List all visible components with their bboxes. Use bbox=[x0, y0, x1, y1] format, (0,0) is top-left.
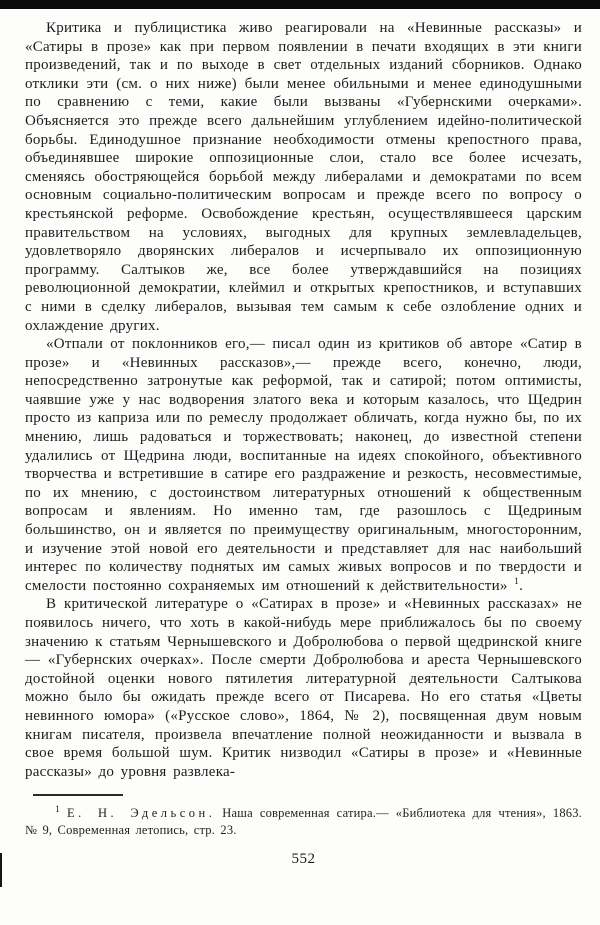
footnote-ref-marker: 1 bbox=[514, 576, 520, 587]
author-name-spaced: Е. Н. Эдельсон. bbox=[66, 806, 216, 821]
paragraph: В критической литературе о «Сатирах в прозе» и «Невинных рассказах» не появилось ничего, что хоть в какой-нибудь мере приближалось бы по своему значению к статьям Чернышевского и Добролюбова о первой щедринской книге — «Губернских очерках». После смерти Добролюбова и ареста Чернышевского достойной оценки нового пятилетия литературной деятельности Салтыкова можно было бы ожидать прежде всего от Писарева. Но его статья «Цветы невинного юмора» («Русское слово», 1864, № 2), посвященная двум новым книгам писателя, произвела впечатление полной неожиданности и вызвала в свое время большой шум. Критик низводил «Сатиры в прозе» и «Невинные рассказы» до уровня развлека- bbox=[25, 596, 582, 780]
scan-edge-left-artifact bbox=[0, 853, 2, 887]
page-number: 552 bbox=[291, 851, 316, 868]
paragraph: Критика и публицистика живо реагировали на «Невинные рассказы» и «Сатиры в прозе» как при первом появлении в печати входящих в эти книги произведений, так и по выходе в свет отдельных изданий сборников. Однако отклики эти (см. о них ниже) были менее обильными и менее единодушными по сравнению с теми, какие были вызваны «Губернскими очерками». Объясняется это прежде всего дальнейшим углублением идейно-политической борьбы. Единодушное признание необходимости отмены крепостного права, объединявшее широкие оппозиционные слои, стало все более исчезать, сменяясь обостряющейся борьбой между либералами и демократами по всем основным социально-политическим вопросам и прежде всего по вопросу о крестьянской реформе. Освобождение крестьян, осуществлявшееся царским правительством на условиях, выгодных для крупных землевладельцев, удовлетворяло дворянских либералов и исчерпывало их оппозиционную программу. Салтыков же, все более утверждавшийся на позициях революционной демократии, клеймил и открытых крепостников, и вступавших с ними в сделку либералов, вызывая тем самым к себе озлобление одних и охлаждение других. bbox=[25, 20, 582, 334]
body-paragraphs bbox=[25, 19, 582, 781]
page-text-block bbox=[25, 19, 582, 868]
footnote: $^1$ Е. Н. Эдельсон. Наша современная сатира.— «Библиотека для чтения», 1863. № 9, Современная летопись, стр. 23. bbox=[25, 805, 582, 837]
scan-edge-top bbox=[0, 0, 600, 9]
footnote-ref-marker: 1 bbox=[55, 805, 60, 816]
footnote-separator-rule bbox=[33, 794, 123, 796]
paragraph: «Отпали от поклонников его,— писал один из критиков об авторе «Сатир в прозе» и «Невинных рассказов»,— прежде всего, конечно, люди, непосредственно затронутые как реформой, так и сатирой; потом оптимисты, чаявшие уже у нас водворения златого века и которым казалось, что Щедрин просто из каприза или по ремеслу продолжает обличать, когда нужно бы, по их мнению, лишь радоваться и торжествовать; наконец, до известной степени удалились от Щедрина люди, воспитанные на идеях спокойного, объективного творчества и встретившие в сатире его раздражение и резкость, несовместимые, по их мнению, с достоинством литературных отношений к общественным вопросам и явлениям. Но именно там, где разошлось с Щедриным большинство, он и является по преимуществу оригинальным, многосторонним, и изучение этой новой его деятельности и представляет для нас наибольший интерес по количеству поднятых им самых живых вопросов и по твердости и смелости постоянно сохраняемых им отношений к действительности» $^1$. bbox=[25, 336, 582, 594]
